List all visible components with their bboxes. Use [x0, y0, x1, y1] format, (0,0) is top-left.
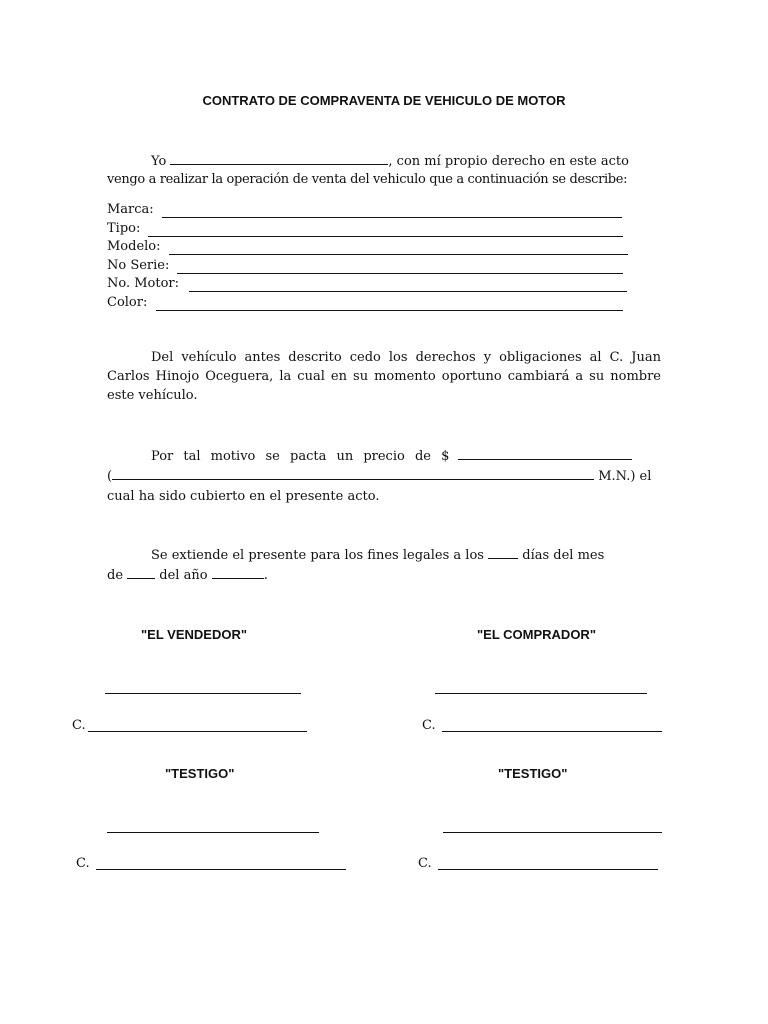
field-color	[107, 294, 147, 312]
color-blank[interactable]	[156, 298, 623, 311]
price-mn: M.N.) el	[598, 469, 652, 484]
date-text-2: días del mes	[522, 548, 605, 563]
seller-name-blank[interactable]	[170, 152, 388, 165]
price-paragraph	[107, 447, 661, 507]
price-open-paren: (	[107, 469, 113, 484]
field-label: No Serie:	[107, 258, 170, 273]
field-marca	[107, 201, 154, 219]
price-words-blank[interactable]	[112, 467, 594, 480]
witness-1-signature-line[interactable]	[107, 832, 319, 833]
field-no-motor	[107, 275, 179, 293]
field-modelo	[107, 238, 161, 256]
buyer-signature-line[interactable]	[435, 693, 647, 694]
day-blank[interactable]	[488, 546, 518, 559]
intro-line-2: vengo a realizar la operación de venta del vehiculo que a continuación se describe:	[107, 172, 628, 187]
no-motor-blank[interactable]	[189, 279, 627, 292]
modelo-blank[interactable]	[169, 242, 628, 255]
date-paragraph	[107, 546, 661, 586]
date-text-3: de	[107, 568, 124, 583]
buyer-c-label: C.	[422, 718, 436, 733]
seller-name-line[interactable]	[88, 731, 307, 732]
buyer-name-line[interactable]	[442, 731, 662, 732]
field-label: Marca:	[107, 202, 154, 217]
seller-heading: "EL VENDEDOR"	[141, 627, 247, 642]
intro-text-1: , con mí propio derecho en este acto	[388, 154, 629, 169]
seller-c-label: C.	[72, 718, 86, 733]
date-text-1: Se extiende el presente para los fines legales a los	[151, 548, 484, 563]
field-label: Tipo:	[107, 221, 141, 236]
witness-1-c-label: C.	[76, 856, 90, 871]
year-blank[interactable]	[212, 566, 264, 579]
date-text-5: .	[263, 568, 268, 583]
witness-2-heading: "TESTIGO"	[498, 766, 568, 781]
field-label: Modelo:	[107, 239, 161, 254]
field-label: No. Motor:	[107, 276, 180, 291]
intro-yo: Yo	[151, 154, 167, 169]
date-text-4: del año	[159, 568, 208, 583]
witness-2-name-line[interactable]	[438, 869, 658, 870]
field-no-serie	[107, 257, 169, 275]
witness-2-c-label: C.	[418, 856, 432, 871]
date-line-2	[107, 566, 661, 586]
intro-paragraph	[107, 152, 661, 189]
marca-blank[interactable]	[162, 205, 622, 218]
price-line-1	[107, 447, 661, 467]
date-line-1	[107, 546, 661, 566]
witness-1-name-line[interactable]	[96, 869, 346, 870]
witness-2-signature-line[interactable]	[443, 832, 662, 833]
document-title: CONTRATO DE COMPRAVENTA DE VEHICULO DE MOTOR	[202, 93, 566, 108]
transfer-paragraph: Del vehículo antes descrito cedo los derechos y obligaciones al C. Juan Carlos Hinojo Oceguera, la cual en su momento oportuno cambiará a su nombre este vehículo.	[107, 350, 661, 403]
price-line-2	[107, 467, 661, 487]
no-serie-blank[interactable]	[177, 261, 623, 274]
field-tipo	[107, 220, 140, 238]
seller-signature-line[interactable]	[105, 693, 301, 694]
buyer-heading: "EL COMPRADOR"	[477, 627, 596, 642]
price-text-1: Por tal motivo se pacta un precio de $	[151, 449, 450, 464]
tipo-blank[interactable]	[148, 224, 623, 237]
price-line-3: cual ha sido cubierto en el presente acto.	[107, 489, 380, 504]
intro-line-1	[107, 152, 661, 171]
price-amount-blank[interactable]	[458, 447, 632, 460]
month-blank[interactable]	[127, 566, 155, 579]
field-label: Color:	[107, 295, 148, 310]
witness-1-heading: "TESTIGO"	[165, 766, 235, 781]
